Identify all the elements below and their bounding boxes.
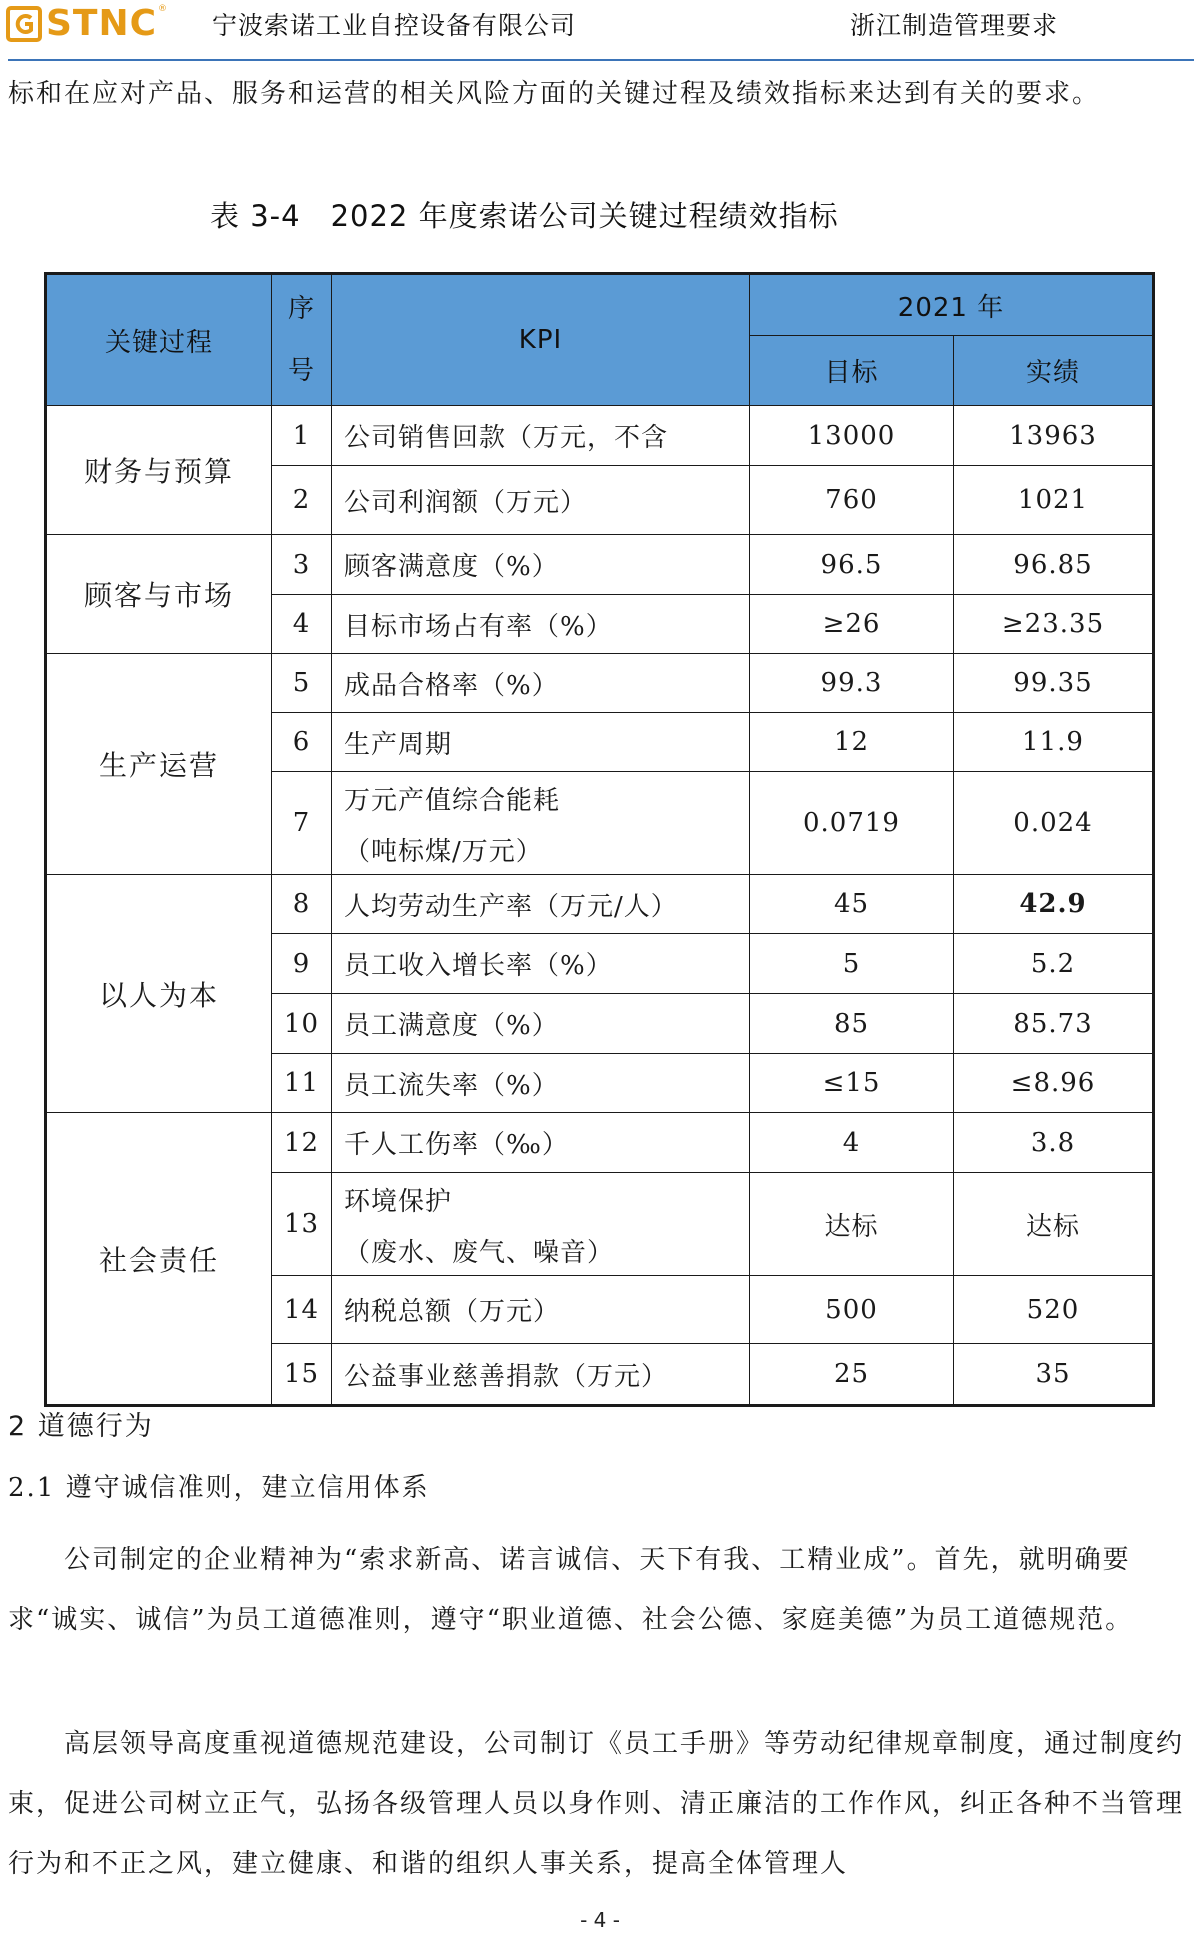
row-target: ≥26 (750, 595, 954, 654)
group-people: 以人为本 (46, 875, 272, 1113)
company-logo (6, 4, 167, 44)
row-kpi: 目标市场占有率（%） (332, 595, 750, 654)
row-kpi (332, 772, 750, 875)
header-year: 2021 年 (750, 274, 1154, 336)
row-seq: 3 (272, 535, 332, 595)
row-seq: 12 (272, 1113, 332, 1173)
header-target: 目标 (750, 336, 954, 406)
row-seq: 9 (272, 934, 332, 994)
section-subheading: 2.1 遵守诚信准则，建立信用体系 (8, 1473, 430, 1503)
row-target: 13000 (750, 406, 954, 466)
row-actual: ≤8.96 (954, 1054, 1154, 1113)
row-target: 达标 (750, 1173, 954, 1276)
header-seq-bottom: 号 (287, 356, 315, 386)
row-actual: 5.2 (954, 934, 1154, 994)
row-kpi: 人均劳动生产率（万元/人） (332, 875, 750, 934)
group-production: 生产运营 (46, 654, 272, 875)
row-kpi: 公司利润额（万元） (332, 466, 750, 535)
row-actual: 1021 (954, 466, 1154, 535)
section-heading: 2 道德行为 (8, 1411, 154, 1442)
row-target: 500 (750, 1276, 954, 1344)
row-kpi (332, 1173, 750, 1276)
company-name: 宁波索诺工业自控设备有限公司 (212, 11, 577, 40)
row-kpi-line1: 环境保护 (344, 1187, 453, 1217)
page-number: - 4 - (580, 1908, 620, 1932)
header-kpi: KPI (332, 274, 750, 406)
row-seq: 11 (272, 1054, 332, 1113)
row-kpi: 公益事业慈善捐款（万元） (332, 1344, 750, 1406)
row-seq: 6 (272, 713, 332, 772)
row-target: 25 (750, 1344, 954, 1406)
row-actual: 达标 (954, 1173, 1154, 1276)
table-row (46, 875, 1154, 934)
row-seq: 5 (272, 654, 332, 713)
row-seq: 14 (272, 1276, 332, 1344)
row-kpi-line2: （吨标煤/万元） (344, 837, 543, 867)
row-actual: 35 (954, 1344, 1154, 1406)
table-row (46, 1113, 1154, 1173)
row-kpi-line2: （废水、废气、噪音） (344, 1238, 615, 1268)
header-key-process: 关键过程 (46, 274, 272, 406)
row-actual: 0.024 (954, 772, 1154, 875)
row-actual: 96.85 (954, 535, 1154, 595)
header-divider (8, 59, 1194, 61)
row-kpi: 员工流失率（%） (332, 1054, 750, 1113)
row-seq: 7 (272, 772, 332, 875)
table-row (46, 535, 1154, 595)
row-seq: 15 (272, 1344, 332, 1406)
paragraph-leadership: 高层领导高度重视道德规范建设，公司制订《员工手册》等劳动纪律规章制度，通过制度约束，促进公司树立正气，弘扬各级管理人员以身作则、清正廉洁的工作作风，纠正各种不当管理行为和不正之风，建立健康、和谐的组织人事关系，提高全体管理人 (8, 1729, 1185, 1879)
row-kpi-line1: 万元产值综合能耗 (344, 786, 561, 816)
row-target: 45 (750, 875, 954, 934)
row-target: 760 (750, 466, 954, 535)
logo-wordmark: STNC (46, 3, 158, 44)
group-customer: 顾客与市场 (46, 535, 272, 654)
row-kpi: 顾客满意度（%） (332, 535, 750, 595)
row-kpi: 生产周期 (332, 713, 750, 772)
row-target: 99.3 (750, 654, 954, 713)
table-caption: 表 3-4 2022 年度索诺公司关键过程绩效指标 (210, 199, 839, 233)
header-seq-top: 序 (287, 294, 315, 324)
row-target: 0.0719 (750, 772, 954, 875)
registered-mark: ® (158, 4, 168, 14)
group-finance: 财务与预算 (46, 406, 272, 535)
table-row (46, 406, 1154, 466)
row-target: 12 (750, 713, 954, 772)
stnc-logo-icon (6, 6, 42, 42)
table-row (46, 654, 1154, 713)
row-kpi: 员工满意度（%） (332, 994, 750, 1054)
paragraph-ethics-spirit: 公司制定的企业精神为“索求新高、诺言诚信、天下有我、工精业成”。首先，就明确要求“诚实、诚信”为员工道德准则，遵守“职业道德、社会公德、家庭美德”为员工道德规范。 (8, 1545, 1134, 1635)
row-actual: 11.9 (954, 713, 1154, 772)
kpi-table (44, 272, 1155, 1407)
row-kpi: 成品合格率（%） (332, 654, 750, 713)
row-seq: 4 (272, 595, 332, 654)
row-target: 5 (750, 934, 954, 994)
group-social: 社会责任 (46, 1113, 272, 1406)
row-kpi: 纳税总额（万元） (332, 1276, 750, 1344)
row-actual: 42.9 (954, 875, 1154, 934)
page-header (0, 0, 1200, 62)
intro-paragraph: 标和在应对产品、服务和运营的相关风险方面的关键过程及绩效指标来达到有关的要求。 (8, 79, 1101, 109)
row-actual: 3.8 (954, 1113, 1154, 1173)
row-seq: 13 (272, 1173, 332, 1276)
row-actual: 85.73 (954, 994, 1154, 1054)
row-seq: 10 (272, 994, 332, 1054)
row-seq: 2 (272, 466, 332, 535)
row-seq: 8 (272, 875, 332, 934)
header-seq (272, 274, 332, 406)
row-actual: 520 (954, 1276, 1154, 1344)
row-target: 96.5 (750, 535, 954, 595)
row-actual: 99.35 (954, 654, 1154, 713)
row-target: ≤15 (750, 1054, 954, 1113)
row-kpi: 千人工伤率（‰） (332, 1113, 750, 1173)
row-kpi: 公司销售回款（万元，不含 (332, 406, 750, 466)
row-actual: ≥23.35 (954, 595, 1154, 654)
row-target: 85 (750, 994, 954, 1054)
row-target: 4 (750, 1113, 954, 1173)
row-kpi: 员工收入增长率（%） (332, 934, 750, 994)
header-actual: 实绩 (954, 336, 1154, 406)
document-title: 浙江制造管理要求 (850, 11, 1059, 40)
row-actual: 13963 (954, 406, 1154, 466)
row-seq: 1 (272, 406, 332, 466)
